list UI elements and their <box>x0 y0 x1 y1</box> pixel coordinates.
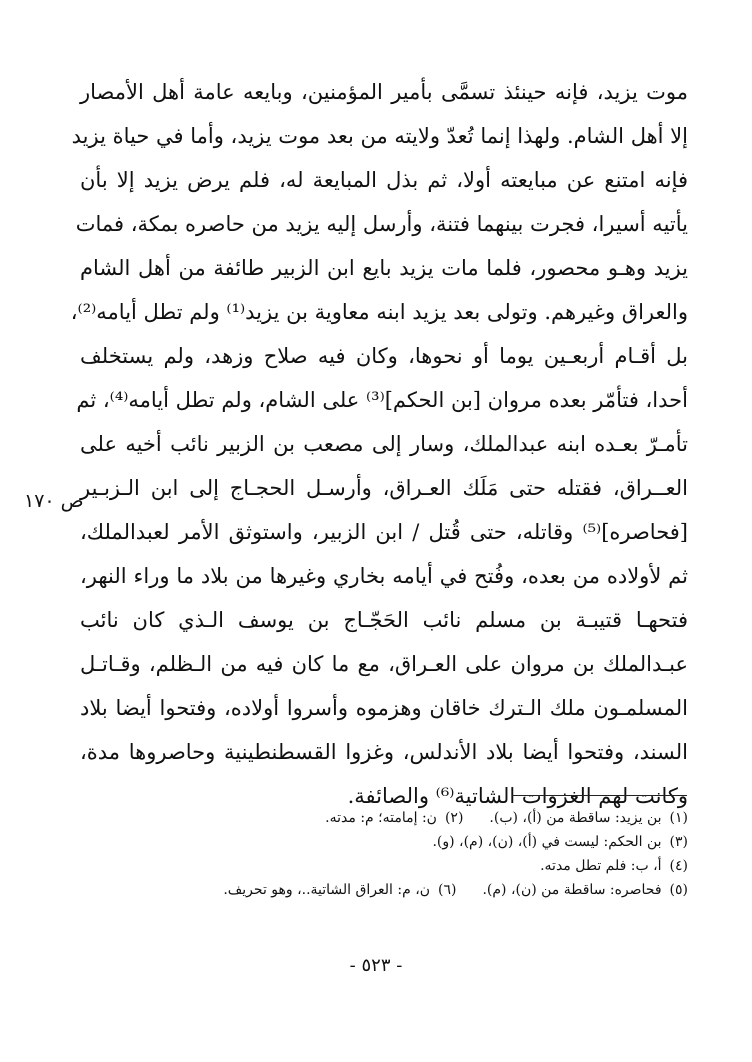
page-number: - ٥٢٣ - <box>349 955 403 976</box>
footnote-row <box>110 878 688 902</box>
footnotes <box>110 806 688 902</box>
text-line: المسلمـون ملك الـترك خاقان وهزموه وأسروا أولاده، وفتحوا أيضا بلاد <box>80 696 688 720</box>
footnote-row <box>110 830 688 854</box>
footnote-text: ن: إمامته؛ م: مدته. <box>325 810 437 826</box>
footnote-text: ن، م: العراق الشاتية..، وهو تحريف. <box>223 882 430 898</box>
footnote <box>325 806 463 830</box>
text-line: موت يزيد، فإنه حينئذ تسمَّى بأمير المؤمنين، وبايعه عامة أهل الأمصار <box>80 80 688 104</box>
text-line: أحدا، فتأمّر بعده مروان [بن الحكم]⁽³⁾ على الشام، ولم تطل أيامه⁽⁴⁾، ثم <box>76 388 688 412</box>
footnote <box>489 806 688 830</box>
footnote-text: أ، ب: فلم تطل مدته. <box>540 858 662 874</box>
text-line: فإنه امتنع عن مبايعته أولا، ثم بذل المبايعة له، فلم يرض يزيد إلا بأن <box>80 168 688 192</box>
main-text <box>70 70 688 818</box>
text-line: يأتيه أسيرا، فجرت بينهما فتنة، وأرسل إليه يزيد من حاصره بمكة، فمات <box>75 212 688 236</box>
footnote <box>540 854 688 878</box>
text-line: العــراق، فقتله حتى مَلَك العـراق، وأرسـل الحجـاج إلى ابن الـزبـير <box>80 476 688 500</box>
text-line: بل أقـام أربعـين يوما أو نحوها، وكان فيه صلاح وزهد، ولم يستخلف <box>80 344 688 368</box>
footnote-row <box>110 806 688 830</box>
footnote-text: بن الحكم: ليست في (أ)، (ن)، (م)، (و). <box>432 834 662 850</box>
margin-page-reference: ص ١٧٠ <box>24 490 84 512</box>
text-line: [فحاصره]⁽⁵⁾ وقاتله، حتى قُتل / ابن الزبير، واستوثق الأمر لعبدالملك، <box>80 520 688 544</box>
text-line: يزيد وهـو محصور، فلما مات يزيد بايع ابن الزبير طائفة من أهل الشام <box>80 256 688 280</box>
text-line: عبـدالملك بن مروان على العـراق، مع ما كان فيه من الـظلم، وقـاتـل <box>80 652 688 676</box>
text-line: إلا أهل الشام. ولهذا إنما تُعدّ ولايته من بعد موت يزيد، وأما في حياة يزيد <box>71 124 688 148</box>
text-line: ثم لأولاده من بعده، وفُتح في أيامه بخاري وغيرها من بلاد ما وراء النهر، <box>80 564 688 588</box>
footnote-number: (٦) <box>438 882 457 898</box>
footnote <box>482 878 688 902</box>
footnote <box>432 830 688 854</box>
text-line: فتحهـا قتيبـة بن مسلم نائب الحَجّـاج بن يوسف الـذي كان نائب <box>80 608 688 632</box>
footnote-separator <box>512 795 687 796</box>
text-line: السند، وفتحوا أيضا بلاد الأندلس، وغزوا القسطنطينية وحاصروها مدة، <box>80 740 688 764</box>
text-line: تأمـرّ بعـده ابنه عبدالملك، وسار إلى مصعب بن الزبير نائب أخيه على <box>80 432 688 456</box>
footnote-number: (١) <box>669 810 688 826</box>
footnote-row <box>110 854 688 878</box>
footnote-number: (٣) <box>669 834 688 850</box>
footnote <box>223 878 456 902</box>
footnote-number: (٤) <box>669 858 688 874</box>
footnote-text: بن يزيد: ساقطة من (أ)، (ب). <box>489 810 662 826</box>
footnote-number: (٢) <box>444 810 464 826</box>
footnote-number: (٥) <box>669 882 688 898</box>
footnote-text: فحاصره: ساقطة من (ن)، (م). <box>482 882 662 898</box>
text-line: والعراق وغيرهم. وتولى بعد يزيد ابنه معاوية بن يزيد⁽¹⁾ ولم تطل أيامه⁽²⁾، <box>70 300 688 324</box>
text-line: وكانت لهم الغزوات الشاتية⁽⁶⁾ والصائفة. <box>347 784 688 808</box>
